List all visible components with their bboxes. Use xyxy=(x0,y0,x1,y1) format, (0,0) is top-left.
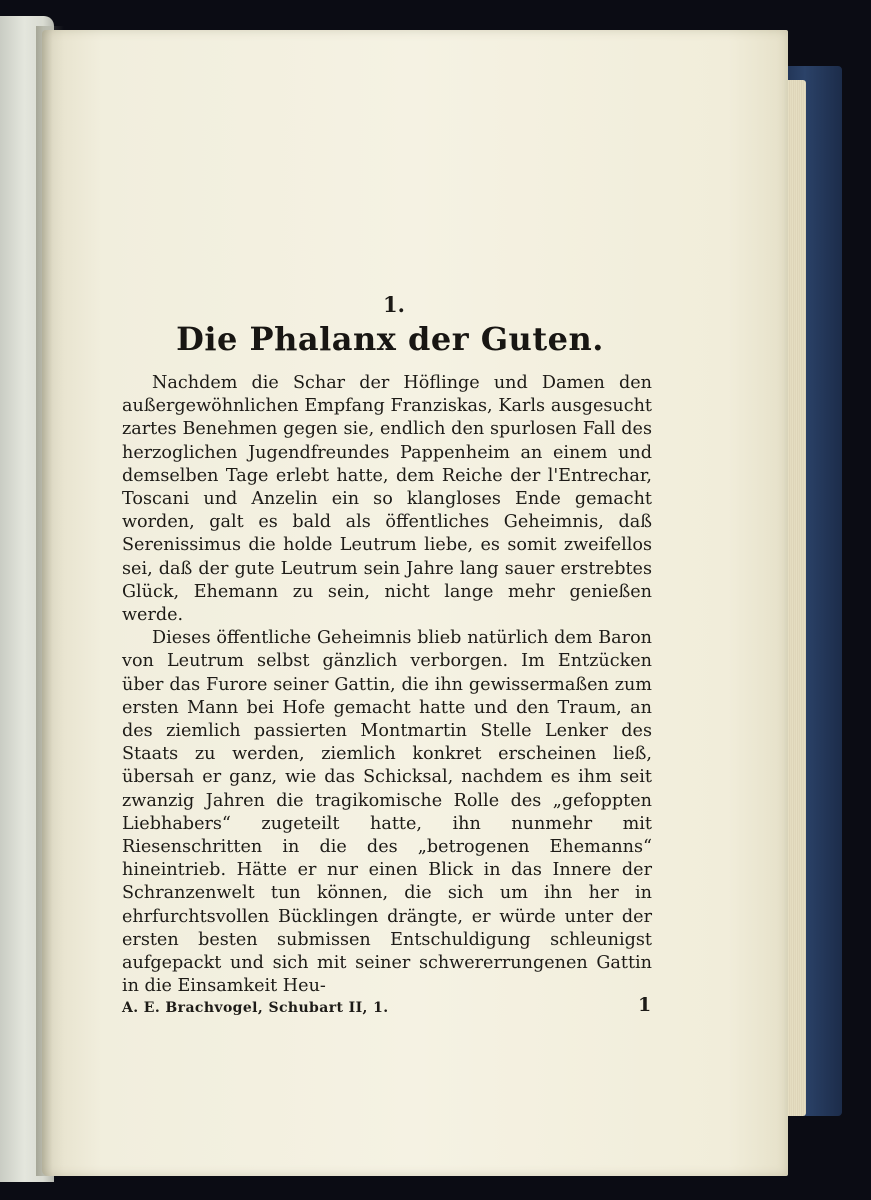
page-gutter-shadow xyxy=(36,26,64,1176)
chapter-title: Die Phalanx der Guten. xyxy=(176,320,604,358)
page-number: 1 xyxy=(638,994,652,1016)
chapter-number: 1. xyxy=(383,292,405,317)
signature-line: A. E. Brachvogel, Schubart II, 1. xyxy=(122,1000,389,1016)
paragraph-1: Nachdem die Schar der Höflinge und Damen den außergewöhnlichen Empfang Franziskas, Karls ausgesucht zartes Benehmen gegen sie, endlich den spurlosen Fall des herzoglichen Jugendfreundes Pappenheim an einem und demselben Tage erlebt hatte, dem Reiche der l'Entrechar, Toscani und Anzelin ein so klangloses Ende gemacht worden, galt es bald als öffentliches Geheimnis, daß Serenissimus die holde Leutrum liebe, es somit zweifellos sei, daß der gute Leutrum sein Jahre lang sauer erstrebtes Glück, Ehemann zu sein, nicht lange mehr genießen werde. xyxy=(122,373,652,626)
body-text xyxy=(122,372,652,998)
paragraph-2: Dieses öffentliche Geheimnis blieb natürlich dem Baron von Leutrum selbst gänzlich verborgen. Im Entzücken über das Furore seiner Gattin, die ihn gewissermaßen zum ersten Mann bei Hofe gemacht hatte und den Traum, an des ziemlich passierten Montmartin Stelle Lenker des Staats zu werden, ziemlich konkret erscheinen ließ, übersah er ganz, wie das Schicksal, nachdem es ihm seit zwanzig Jahren die tragikomische Rolle des „gefoppten Liebhabers“ zugeteilt hatte, ihn nunmehr mit Riesenschritten in die des „betrogenen Ehemanns“ hineintrieb. Hätte er nur einen Blick in das Innere der Schranzenwelt tun können, die sich um ihn her in ehrfurchtsvollen Bücklingen drängte, er würde unter der ersten besten submissen Entschuldigung schleunigst aufgepackt und sich mit seiner schwererrungenen Gattin in die Einsamkeit Heu- xyxy=(122,628,652,997)
